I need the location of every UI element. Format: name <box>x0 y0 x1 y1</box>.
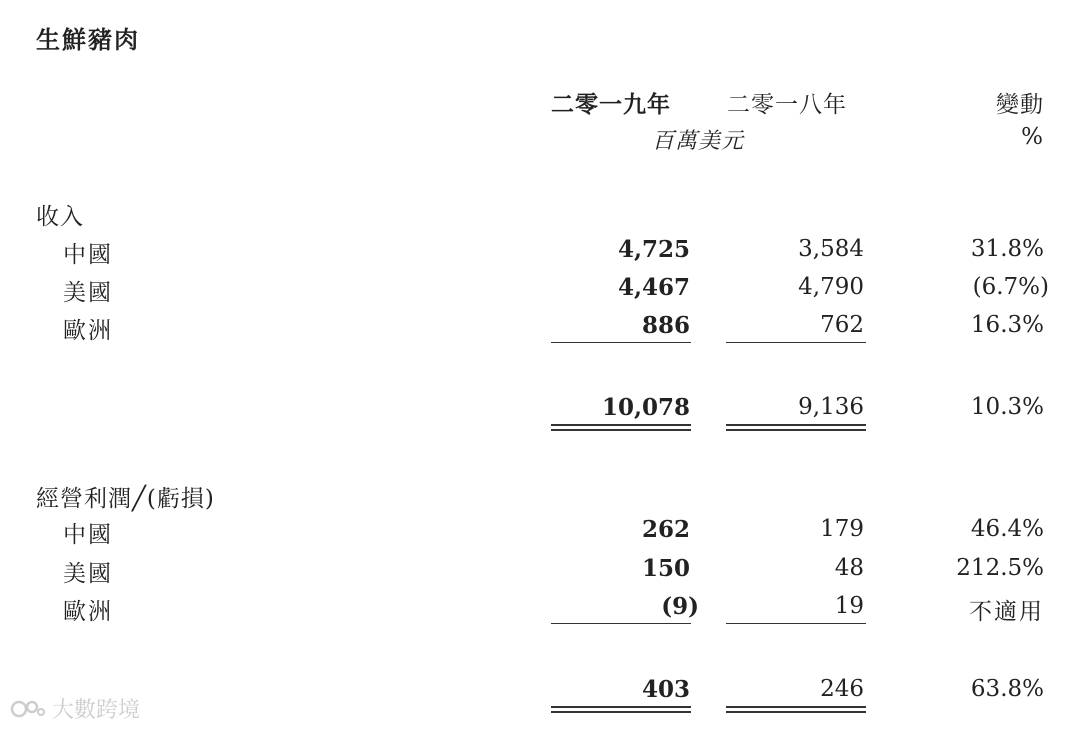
operating-total-2019: 403 <box>641 676 690 703</box>
total-double-rule-2018 <box>726 706 866 713</box>
watermark-text: 大數跨境 <box>52 698 141 723</box>
operating-row-europe-2018: 19 <box>834 593 864 619</box>
operating-row-usa-2019: 150 <box>641 555 690 582</box>
revenue-row-china-change: 31.8% <box>970 236 1044 262</box>
operating-row-europe-label: 歐洲 <box>63 599 113 625</box>
revenue-row-china-2019: 4,725 <box>617 236 690 263</box>
watermark <box>10 693 140 724</box>
revenue-total-2018: 9,136 <box>798 394 864 420</box>
revenue-heading: 收入 <box>36 204 84 230</box>
revenue-row-china-2018: 3,584 <box>798 236 864 262</box>
subtotal-rule-2019 <box>551 623 691 624</box>
revenue-row-usa-2019: 4,467 <box>617 274 690 301</box>
operating-row-china-2018: 179 <box>820 516 864 542</box>
revenue-row-china-label: 中國 <box>63 242 113 268</box>
total-double-rule-2019 <box>551 424 691 431</box>
unit-money: 百萬美元 <box>652 129 745 154</box>
operating-row-europe-2019: (9) <box>661 593 699 620</box>
revenue-total-2019: 10,078 <box>601 394 690 421</box>
subtotal-rule-2019 <box>551 342 691 343</box>
operating-row-china-label: 中國 <box>63 522 113 548</box>
revenue-row-europe-2018: 762 <box>820 312 864 338</box>
revenue-row-usa-label: 美國 <box>63 280 113 306</box>
operating-row-usa-2018: 48 <box>834 555 864 581</box>
watermark-logo-icon <box>10 698 46 720</box>
revenue-row-europe-change: 16.3% <box>970 312 1044 338</box>
subtotal-rule-2018 <box>726 342 866 343</box>
column-header-2019: 二零一九年 <box>551 91 671 118</box>
revenue-row-usa-change: (6.7%) <box>972 274 1049 300</box>
operating-row-china-2019: 262 <box>641 516 690 543</box>
column-header-2018: 二零一八年 <box>727 92 847 118</box>
revenue-row-europe-label: 歐洲 <box>63 318 113 344</box>
operating-row-china-change: 46.4% <box>970 516 1044 542</box>
operating-total-2018: 246 <box>820 676 864 702</box>
revenue-row-europe-2019: 886 <box>641 312 690 339</box>
operating-heading: 經營利潤╱(虧損) <box>36 486 215 512</box>
unit-percent: % <box>1021 124 1044 150</box>
total-double-rule-2018 <box>726 424 866 431</box>
revenue-row-usa-2018: 4,790 <box>798 274 864 300</box>
operating-row-usa-change: 212.5% <box>956 555 1044 581</box>
operating-row-usa-label: 美國 <box>63 561 113 587</box>
subtotal-rule-2018 <box>726 623 866 624</box>
operating-row-europe-change: 不適用 <box>969 599 1044 625</box>
column-header-change: 變動 <box>996 92 1044 118</box>
total-double-rule-2019 <box>551 706 691 713</box>
operating-total-change: 63.8% <box>970 676 1044 702</box>
section-title: 生鮮豬肉 <box>36 25 140 54</box>
revenue-total-change: 10.3% <box>970 394 1044 420</box>
